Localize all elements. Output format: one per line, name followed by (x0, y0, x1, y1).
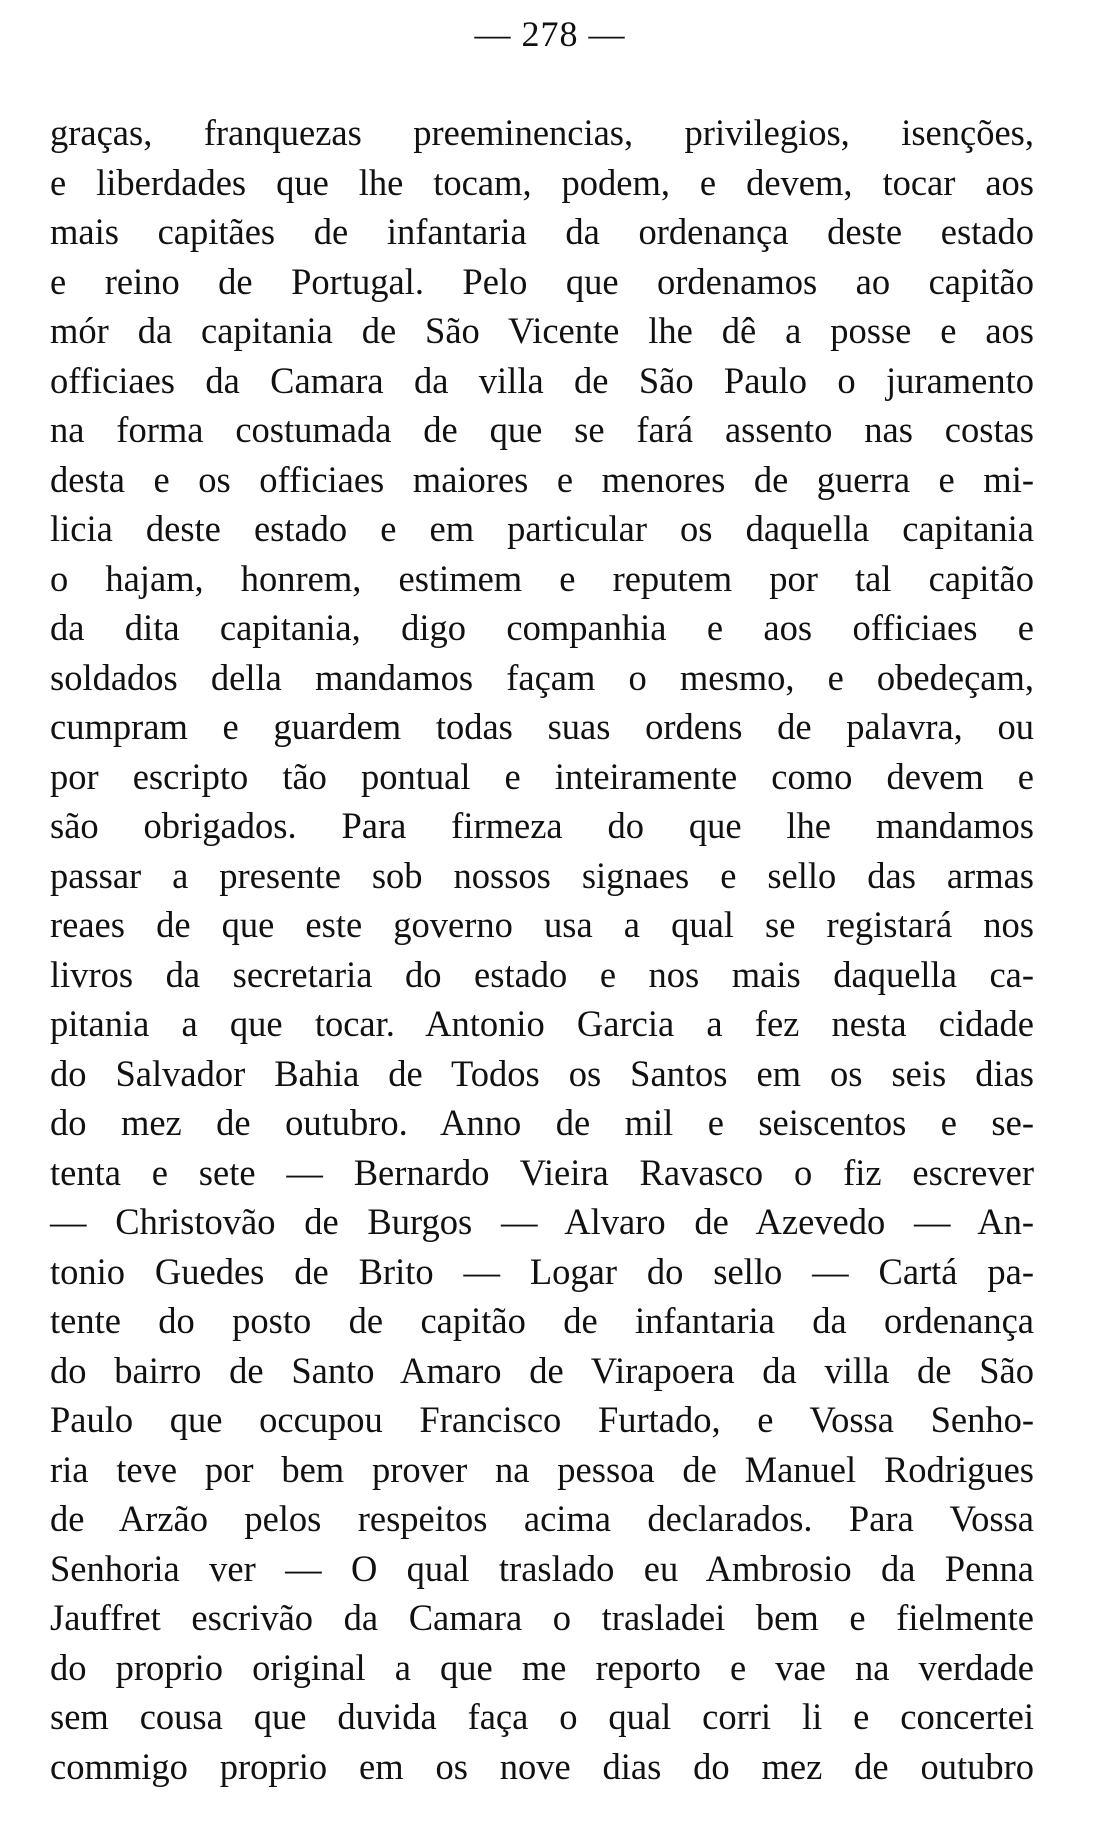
text-line: Jauffret escrivão da Camara o trasladei bem e fielmente (50, 1597, 1034, 1638)
text-line: desta e os officiaes maiores e menores de guerra e mi- (50, 458, 1034, 500)
text-line: do proprio original a que me reporto e vae na verdade (50, 1646, 1034, 1688)
text-line: reaes de que este governo usa a qual se registará nos (50, 904, 1034, 945)
text-line: do Salvador Bahia de Todos os Santos em os seis dias (50, 1052, 1034, 1094)
text-line: livros da secretaria do estado e nos mais daquella ca- (50, 953, 1034, 995)
text-line: graças, franquezas preeminencias, privilegios, isenções, (50, 112, 1034, 153)
text-line: o hajam, honrem, estimem e reputem por tal capitão (50, 557, 1034, 599)
text-line: de Arzão pelos respeitos acima declarados. Para Vossa (50, 1498, 1034, 1539)
text-line: tenta e sete — Bernardo Vieira Ravasco o fiz escrever (50, 1151, 1034, 1193)
text-line: — Christovão de Burgos — Alvaro de Azevedo — An- (50, 1201, 1034, 1242)
text-line: por escripto tão pontual e inteiramente como devem e (50, 755, 1034, 797)
text-line: na forma costumada de que se fará assento nas costas (50, 409, 1034, 450)
text-line: cumpram e guardem todas suas ordens de palavra, ou (50, 706, 1034, 747)
text-line: Senhoria ver — O qual traslado eu Ambrosio da Penna (50, 1547, 1034, 1589)
text-line: tonio Guedes de Brito — Logar do sello — Cartá pa- (50, 1250, 1034, 1292)
text-line: ria teve por bem prover na pessoa de Manuel Rodrigues (50, 1448, 1034, 1490)
body-text (50, 108, 1034, 1791)
text-line: officiaes da Camara da villa de São Paulo o juramento (50, 359, 1034, 401)
text-line: do mez de outubro. Anno de mil e seiscentos e se- (50, 1102, 1034, 1143)
text-line: são obrigados. Para firmeza do que lhe mandamos (50, 805, 1034, 846)
text-line: Paulo que occupou Francisco Furtado, e Vossa Senho- (50, 1399, 1034, 1440)
text-line: da dita capitania, digo companhia e aos officiaes e (50, 607, 1034, 648)
text-line: pitania a que tocar. Antonio Garcia a fez nesta cidade (50, 1003, 1034, 1044)
text-line: sem cousa que duvida faça o qual corri li e concertei (50, 1696, 1034, 1737)
text-line: e liberdades que lhe tocam, podem, e devem, tocar aos (50, 161, 1034, 203)
text-line: licia deste estado e em particular os daquella capitania (50, 508, 1034, 549)
text-line: mór da capitania de São Vicente lhe dê a posse e aos (50, 310, 1034, 351)
text-line: do bairro de Santo Amaro de Virapoera da villa de São (50, 1349, 1034, 1391)
page-number: — 278 — (474, 14, 626, 54)
text-line: passar a presente sob nossos signaes e sello das armas (50, 854, 1034, 896)
text-line: e reino de Portugal. Pelo que ordenamos ao capitão (50, 260, 1034, 302)
text-line: mais capitães de infantaria da ordenança deste estado (50, 211, 1034, 252)
text-line: tente do posto de capitão de infantaria da ordenança (50, 1300, 1034, 1341)
text-line: commigo proprio em os nove dias do mez de outubro (50, 1745, 1034, 1787)
text-line: soldados della mandamos façam o mesmo, e obedeçam, (50, 656, 1034, 698)
